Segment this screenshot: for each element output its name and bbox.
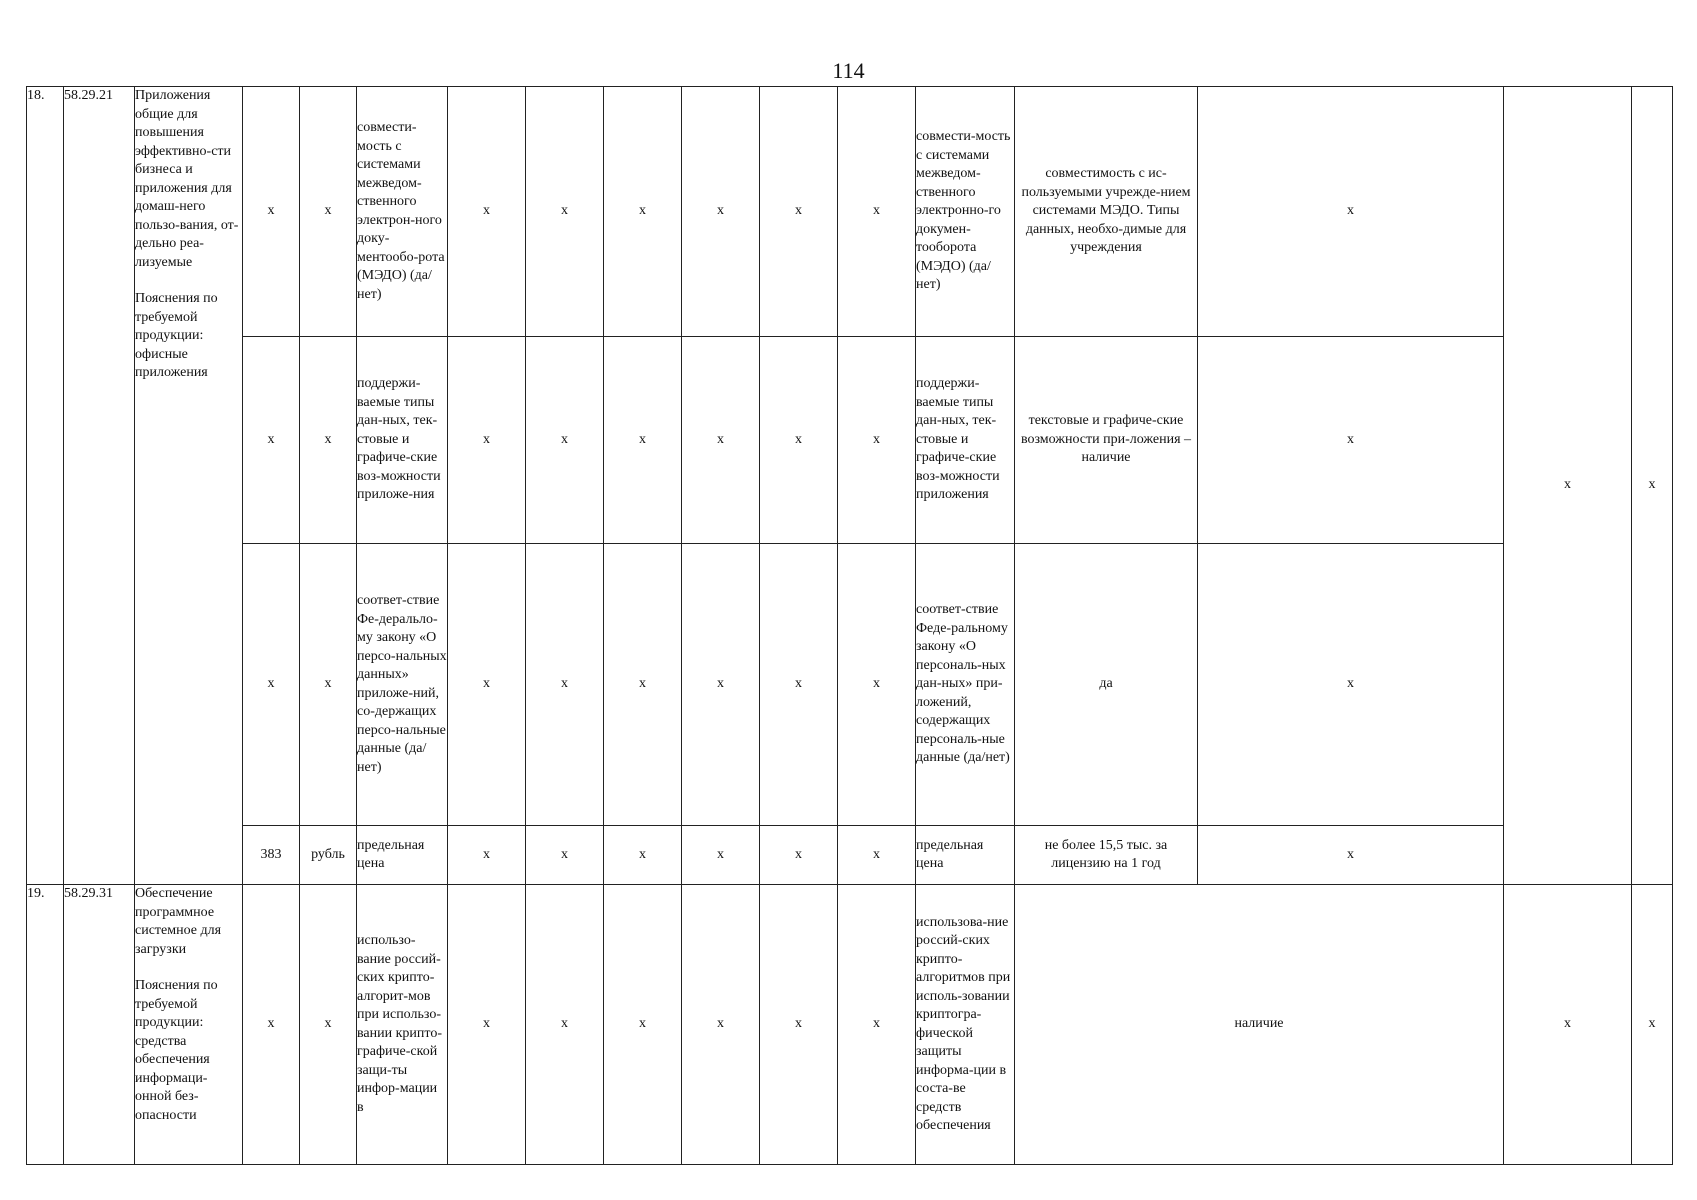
value-cell: х	[604, 544, 682, 826]
characteristic: соответ-ствие Фе-деральло-му закону «О персо-нальных данных» приложе-ний, со-держащих персо-нальные данные (да/нет)	[357, 544, 448, 826]
page-number: 114	[832, 58, 865, 83]
value-cell: х	[682, 885, 760, 1165]
okei-code: 383	[243, 826, 300, 885]
value-cell: х	[838, 544, 916, 826]
value-cell: х	[526, 826, 604, 885]
okei-code: х	[243, 337, 300, 544]
value-cell: х	[448, 337, 526, 544]
value-cell: х	[448, 87, 526, 337]
okei-unit: х	[300, 544, 357, 826]
characteristic: поддержи-ваемые типы дан-ных, тек-стовые и графиче-ские воз-можности приложе-ния	[357, 337, 448, 544]
value-cell: х	[682, 337, 760, 544]
extra-value: х	[1632, 87, 1673, 885]
value-cell: х	[760, 885, 838, 1165]
value-cell: х	[760, 337, 838, 544]
characteristic-2: использова-ние россий-ских крипто-алгоритмов при исполь-зовании криптогра-фической защиты информа-ции в соста-ве средств обеспечения	[916, 885, 1015, 1165]
table-row	[27, 87, 1673, 337]
value-cell: х	[682, 826, 760, 885]
product-explanation: Пояснения по требуемой продукции: средства обеспечения информаци-онной без-опасности	[135, 978, 218, 1123]
value-cell: х	[448, 826, 526, 885]
value-cell: х	[526, 544, 604, 826]
characteristic: совмести-мость с системами межведом-ственного электрон-ного доку-ментообо-рота (МЭДО) (да/нет)	[357, 87, 448, 337]
value-cell: х	[838, 885, 916, 1165]
extra-value: х	[1198, 544, 1504, 826]
value-cell: х	[838, 337, 916, 544]
table-row	[27, 826, 1673, 885]
product-explanation: Пояснения по требуемой продукции: офисные приложения	[135, 291, 218, 380]
requirement-value: совместимость с ис-пользуемыми учрежде-нием системами МЭДО. Типы данных, необхо-димые для учреждения	[1015, 87, 1198, 337]
value-cell: х	[448, 885, 526, 1165]
okei-code: х	[243, 87, 300, 337]
table-row	[27, 544, 1673, 826]
row-number: 19.	[27, 885, 64, 1165]
value-cell: х	[604, 826, 682, 885]
okei-unit: х	[300, 885, 357, 1165]
value-cell: х	[448, 544, 526, 826]
value-cell: х	[526, 337, 604, 544]
okpd2-code: 58.29.31	[64, 885, 135, 1165]
row-number: 18.	[27, 87, 64, 885]
okei-code: х	[243, 544, 300, 826]
table-row	[27, 337, 1673, 544]
product-name: Обеспечение программное системное для загрузки	[135, 886, 222, 957]
value-cell: х	[838, 87, 916, 337]
value-cell: х	[604, 87, 682, 337]
requirement-value: да	[1015, 544, 1198, 826]
okei-code: х	[243, 885, 300, 1165]
value-cell: х	[838, 826, 916, 885]
value-cell: х	[526, 885, 604, 1165]
characteristic-2: предельная цена	[916, 826, 1015, 885]
characteristic-2: соответ-ствие Феде-ральному закону «О персональ-ных дан-ных» при-ложений, содержащих персональ-ные данные (да/нет)	[916, 544, 1015, 826]
extra-value: х	[1198, 337, 1504, 544]
product-name-cell	[135, 87, 243, 885]
table-row	[27, 885, 1673, 1165]
value-cell: х	[526, 87, 604, 337]
value-cell: х	[682, 87, 760, 337]
extra-value: х	[1198, 826, 1504, 885]
extra-value: х	[1198, 87, 1504, 337]
okei-unit: рубль	[300, 826, 357, 885]
value-cell: х	[604, 885, 682, 1165]
requirement-value: наличие	[1015, 885, 1504, 1165]
value-cell: х	[760, 87, 838, 337]
characteristic-2: поддержи-ваемые типы дан-ных, тек-стовые и графиче-ские воз-можности приложения	[916, 337, 1015, 544]
value-cell: х	[760, 544, 838, 826]
product-name-cell	[135, 885, 243, 1165]
characteristic-2: совмести-мость с системами межведом-ственного электронно-го докумен-тооборота (МЭДО) (да/нет)	[916, 87, 1015, 337]
extra-value: х	[1504, 87, 1632, 885]
procurement-requirements-table	[26, 86, 1673, 1165]
value-cell: х	[604, 337, 682, 544]
requirement-value: текстовые и графиче-ские возможности при-ложения – наличие	[1015, 337, 1198, 544]
extra-value: х	[1504, 885, 1632, 1165]
value-cell: х	[760, 826, 838, 885]
value-cell: х	[682, 544, 760, 826]
product-name: Приложения общие для повышения эффективно-сти бизнеса и приложения для домаш-него пользо-вания, от-дельно реа-лизуемые	[135, 88, 239, 270]
okei-unit: х	[300, 87, 357, 337]
extra-value: х	[1632, 885, 1673, 1165]
okei-unit: х	[300, 337, 357, 544]
requirement-value: не более 15,5 тыс. за лицензию на 1 год	[1015, 826, 1198, 885]
okpd2-code: 58.29.21	[64, 87, 135, 885]
characteristic: предельная цена	[357, 826, 448, 885]
characteristic: использо-вание россий-ских крипто-алгорит-мов при использо-вании крипто-графиче-ской защи-ты инфор-мации в	[357, 885, 448, 1165]
